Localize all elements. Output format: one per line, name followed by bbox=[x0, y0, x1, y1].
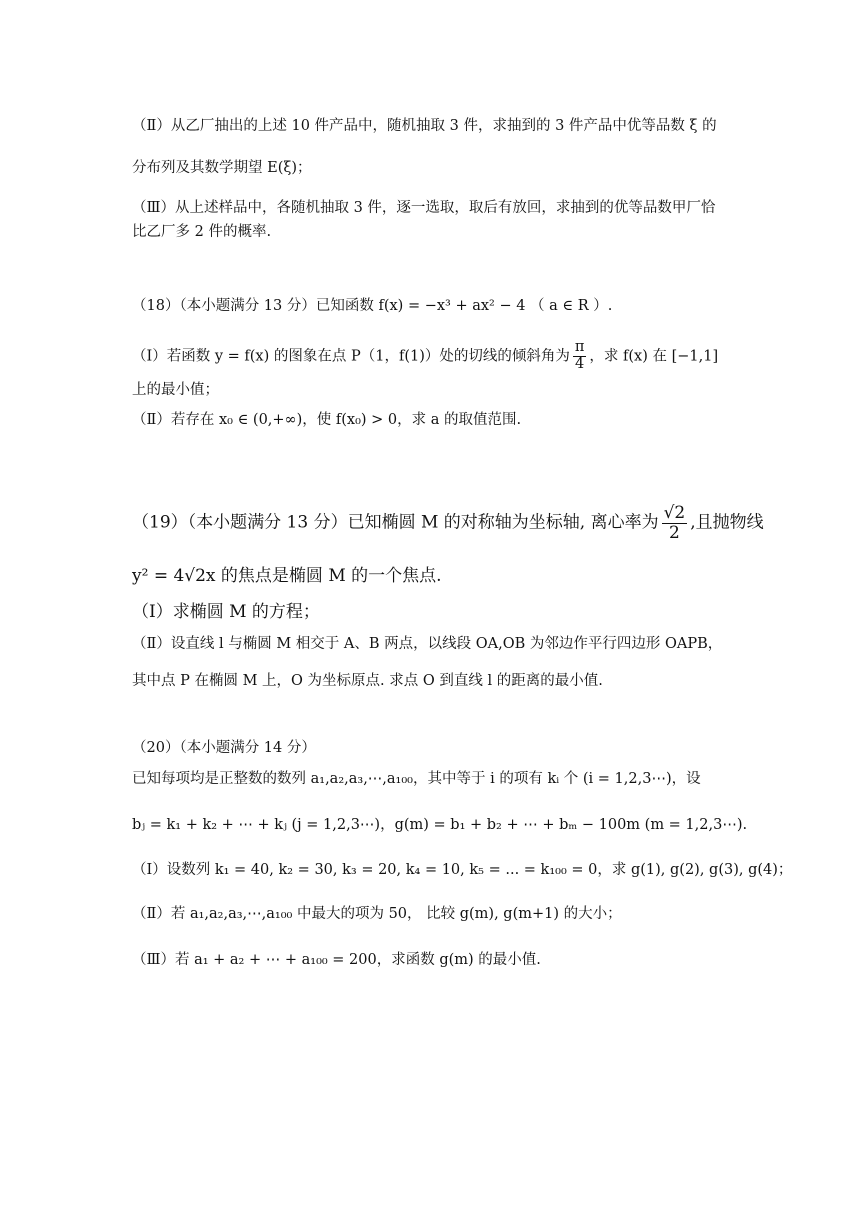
q17-part3: （Ⅲ）从上述样品中，各随机抽取 3 件，逐一选取，取后有放回，求抽到的优等品数甲厂恰 bbox=[132, 200, 716, 216]
q17-part3-cont: 比乙厂多 2 件的概率. bbox=[132, 224, 272, 240]
q18-fraction bbox=[573, 340, 587, 373]
q18-fraction-denominator: 4 bbox=[575, 355, 585, 372]
q17-part2: （Ⅱ）从乙厂抽出的上述 10 件产品中，随机抽取 3 件，求抽到的 3 件产品中优等品数 ξ 的 bbox=[132, 118, 717, 134]
q19-fraction-denominator: 2 bbox=[669, 522, 680, 543]
q20-part1: （Ⅰ）设数列 k₁ = 40, k₂ = 30, k₃ = 20, k₄ = 10, k₅ = ... = k₁₀₀ = 0，求 g(1), g(2), g(3), g(4)； bbox=[132, 862, 793, 878]
q19-part2: （Ⅱ）设直线 l 与椭圆 M 相交于 A、B 两点，以线段 OA,OB 为邻边作平行四边形 OAPB， bbox=[132, 636, 723, 652]
q18-part1 bbox=[132, 340, 718, 373]
q18-heading: （18）（本小题满分 13 分）已知函数 f(x) = −x³ + ax² − 4 （ a ∈ R ）. bbox=[132, 298, 613, 314]
q19-heading-text-a: （19）（本小题满分 13 分）已知椭圆 M 的对称轴为坐标轴, 离心率为 bbox=[132, 512, 659, 533]
q20-part2: （Ⅱ）若 a₁,a₂,a₃,⋯,a₁₀₀ 中最大的项为 50， 比较 g(m), g(m+1) 的大小； bbox=[132, 906, 622, 922]
q18-fraction-numerator: π bbox=[574, 339, 585, 355]
q19-heading-cont: y² = 4√2x 的焦点是椭圆 M 的一个焦点. bbox=[132, 566, 442, 586]
q18-part1-text-a: （Ⅰ）若函数 y = f(x) 的图象在点 P（1，f(1)）处的切线的倾斜角为 bbox=[132, 348, 570, 365]
q18-part2: （Ⅱ）若存在 x₀ ∈ (0,+∞)，使 f(x₀) > 0，求 a 的取值范围. bbox=[132, 412, 522, 428]
q19-heading-text-b: ,且抛物线 bbox=[690, 512, 764, 533]
q20-part3: （Ⅲ）若 a₁ + a₂ + ⋯ + a₁₀₀ = 200，求函数 g(m) 的最小值. bbox=[132, 952, 541, 968]
q20-definitions: bⱼ = k₁ + k₂ + ⋯ + kⱼ (j = 1,2,3⋯)，g(m) = b₁ + b₂ + ⋯ + bₘ − 100m (m = 1,2,3⋯). bbox=[132, 817, 748, 833]
q20-intro: 已知每项均是正整数的数列 a₁,a₂,a₃,⋯,a₁₀₀，其中等于 i 的项有 kᵢ 个 (i = 1,2,3⋯)，设 bbox=[132, 771, 701, 787]
q19-fraction-numerator: √2 bbox=[663, 503, 686, 523]
q18-part1-cont: 上的最小值； bbox=[132, 382, 219, 398]
q19-fraction bbox=[662, 504, 688, 542]
q19-heading bbox=[132, 504, 764, 542]
q19-part2-cont: 其中点 P 在椭圆 M 上，O 为坐标原点. 求点 O 到直线 l 的距离的最小值. bbox=[132, 673, 603, 689]
q20-heading: （20）（本小题满分 14 分） bbox=[132, 740, 316, 756]
q19-part1: （Ⅰ）求椭圆 M 的方程； bbox=[132, 602, 320, 622]
q17-part2-cont: 分布列及其数学期望 E(ξ)； bbox=[132, 160, 312, 176]
q18-part1-text-b: ，求 f(x) 在 [−1,1] bbox=[589, 348, 719, 365]
